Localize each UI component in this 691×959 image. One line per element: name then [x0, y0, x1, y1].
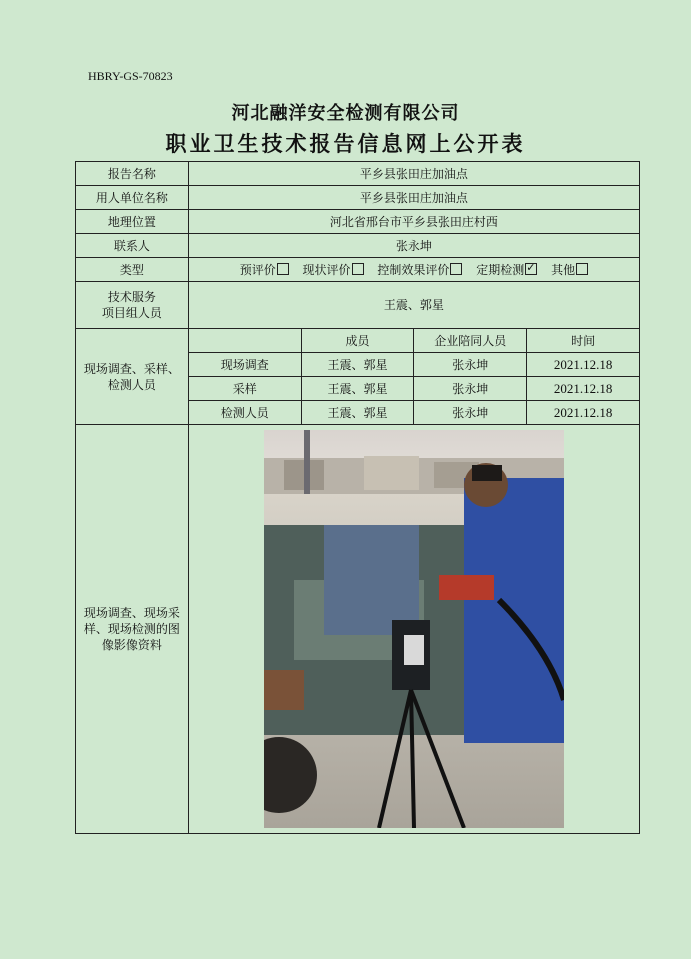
survey-header-date: 时间	[527, 329, 640, 353]
survey-header-blank	[188, 329, 301, 353]
survey-header-row	[76, 329, 640, 353]
checkbox-icon[interactable]	[352, 263, 364, 275]
survey-row-date: 2021.12.18	[527, 401, 640, 425]
type-option-pre-eval[interactable]	[240, 263, 289, 277]
survey-row-date: 2021.12.18	[527, 353, 640, 377]
checkbox-icon[interactable]	[525, 263, 537, 275]
images-label-line2: 样、现场检测的图	[83, 622, 180, 636]
team-label	[76, 282, 189, 329]
row-images	[76, 425, 640, 834]
row-team	[76, 282, 640, 329]
row-location	[76, 210, 640, 234]
location-value: 河北省邢台市平乡县张田庄村西	[188, 210, 639, 234]
survey-row-escort: 张永坤	[414, 401, 527, 425]
survey-row-escort: 张永坤	[414, 377, 527, 401]
survey-row-name: 采样	[188, 377, 301, 401]
document-code: HBRY-GS-70823	[88, 69, 173, 83]
option-label: 现状评价	[302, 262, 351, 277]
type-option-status-eval[interactable]	[303, 263, 364, 277]
team-label-line2: 项目组人员	[101, 306, 162, 320]
company-name: 河北融洋安全检测有限公司	[231, 103, 460, 124]
row-type	[76, 258, 640, 282]
row-employer	[76, 186, 640, 210]
survey-label-line2: 检测人员	[107, 377, 156, 392]
survey-header-members: 成员	[301, 329, 414, 353]
survey-header-escort: 企业陪同人员	[414, 329, 527, 353]
images-label	[76, 425, 189, 834]
images-label-line1: 现场调查、现场采	[83, 606, 180, 620]
survey-row-members: 王震、郭星	[301, 353, 414, 377]
images-label-line3: 像影像资料	[101, 638, 162, 652]
contact-label: 联系人	[76, 234, 189, 258]
survey-row-name: 现场调查	[188, 353, 301, 377]
location-label: 地理位置	[76, 210, 189, 234]
type-option-other[interactable]	[551, 263, 588, 277]
employer-label: 用人单位名称	[76, 186, 189, 210]
type-option-control-eval[interactable]	[377, 263, 462, 277]
option-label: 定期检测	[476, 262, 525, 277]
page-title: 职业卫生技术报告信息网上公开表	[165, 131, 526, 156]
checkbox-icon[interactable]	[450, 263, 462, 275]
site-photo	[264, 430, 564, 828]
team-value: 王震、郭星	[188, 282, 639, 329]
row-contact	[76, 234, 640, 258]
type-option-periodic[interactable]	[476, 263, 537, 277]
info-table	[75, 161, 640, 834]
option-label: 预评价	[239, 262, 276, 277]
option-label: 控制效果评价	[377, 262, 450, 277]
employer-value: 平乡县张田庄加油点	[188, 186, 639, 210]
survey-row-members: 王震、郭星	[301, 401, 414, 425]
survey-label	[76, 329, 189, 425]
report-name-value: 平乡县张田庄加油点	[188, 162, 639, 186]
option-label: 其他	[551, 262, 576, 277]
survey-row-name: 检测人员	[188, 401, 301, 425]
row-report-name	[76, 162, 640, 186]
checkbox-icon[interactable]	[576, 263, 588, 275]
report-name-label: 报告名称	[76, 162, 189, 186]
type-options	[188, 258, 639, 282]
survey-row-members: 王震、郭星	[301, 377, 414, 401]
contact-value: 张永坤	[188, 234, 639, 258]
checkbox-icon[interactable]	[277, 263, 289, 275]
type-label: 类型	[76, 258, 189, 282]
photo-worker	[464, 478, 564, 743]
survey-label-line1: 现场调查、采样、	[83, 361, 180, 376]
survey-row-date: 2021.12.18	[527, 377, 640, 401]
team-label-line1: 技术服务	[107, 290, 156, 304]
images-cell	[188, 425, 639, 834]
survey-row-escort: 张永坤	[414, 353, 527, 377]
